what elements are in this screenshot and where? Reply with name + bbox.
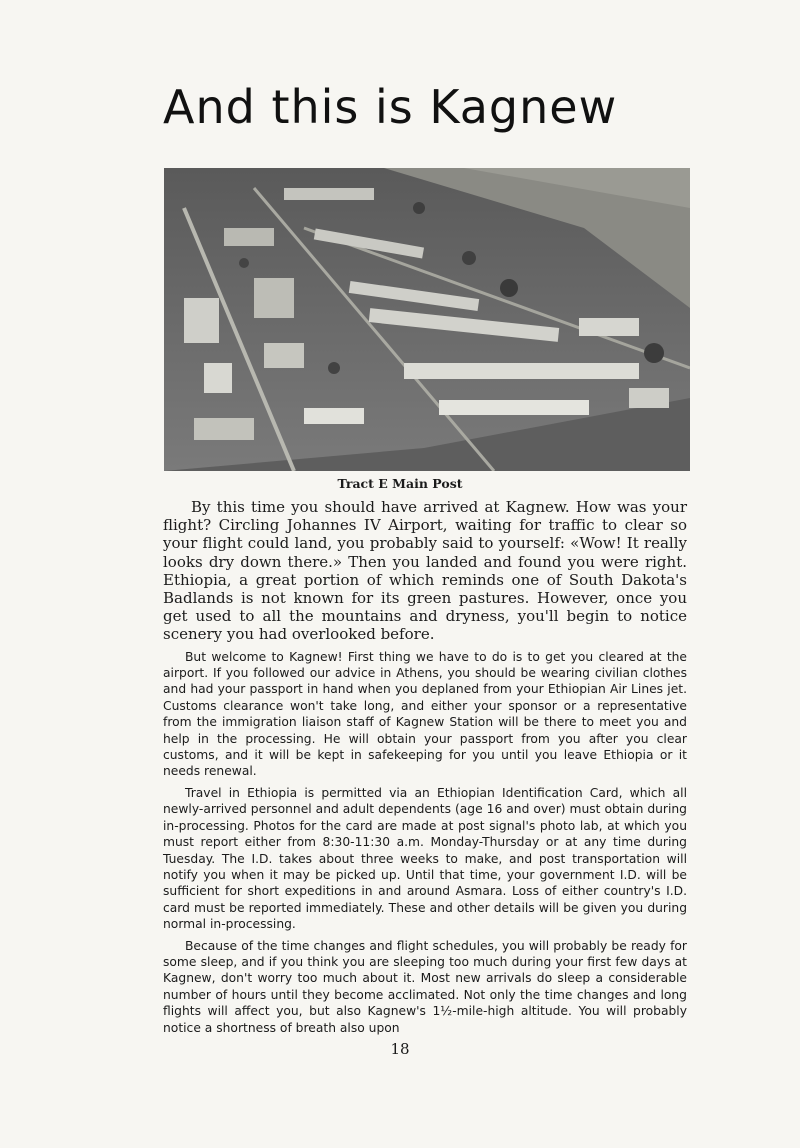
aerial-photo-illustration <box>164 168 690 471</box>
paragraph: But welcome to Kagnew! First thing we have to do is to get you cleared at the airport. If you followed our advice in Athens, you should be wearing civilian clothes and had your passport in hand when you deplaned from your Ethiopian Air Lines jet. Customs clearance won't take long, and either your sponsor or a representative from the immigration liaison staff of Kagnew Station will be there to meet you and help in the processing. He will obtain your passport from you after you clear customs, and it will be kept in safekeeping for you until you leave Ethiopia or it needs renewal. <box>163 649 687 779</box>
paragraph: Travel in Ethiopia is permitted via an Ethiopian Identification Card, which all newly-arrived personnel and adult dependents (age 16 and over) must obtain during in-processing. Photos for the card are made at post signal's photo lab, at which you must report either from 8:30-11:30 a.m. Monday-Thursday or at any time during Tuesday. The I.D. takes about three weeks to make, and post transportation will notify you when it may be picked up. Until that time, your government I.D. will be sufficient for short expeditions in and around Asmara. Loss of either country's I.D. card must be reported immediately. These and other details will be given you during normal in-processing. <box>163 785 687 932</box>
page-title: And this is Kagnew <box>163 80 618 134</box>
article-body <box>163 498 687 1036</box>
paragraph: By this time you should have arrived at Kagnew. How was your flight? Circling Johannes IV Airport, waiting for traffic to clear so your flight could land, you probably said to yourself: «Wow! It really looks dry down there.» Then you landed and found you were right. Ethiopia, a great portion of which reminds one of South Dakota's Badlands is not known for its green pastures. However, once you get used to all the mountains and dryness, you'll begin to notice scenery you had overlooked before. <box>163 498 687 644</box>
page-number: 18 <box>390 1040 410 1058</box>
aerial-photo <box>164 168 690 471</box>
photo-caption: Tract E Main Post <box>337 476 463 491</box>
paragraph: Because of the time changes and flight schedules, you will probably be ready for some sleep, and if you think you are sleeping too much during your first few days at Kagnew, don't worry too much about it. Most new arrivals do sleep a considerable number of hours until they become acclimated. Not only the time changes and long flights will affect you, but also Kagnew's 1½-mile-high altitude. You will probably notice a shortness of breath also upon <box>163 938 687 1035</box>
